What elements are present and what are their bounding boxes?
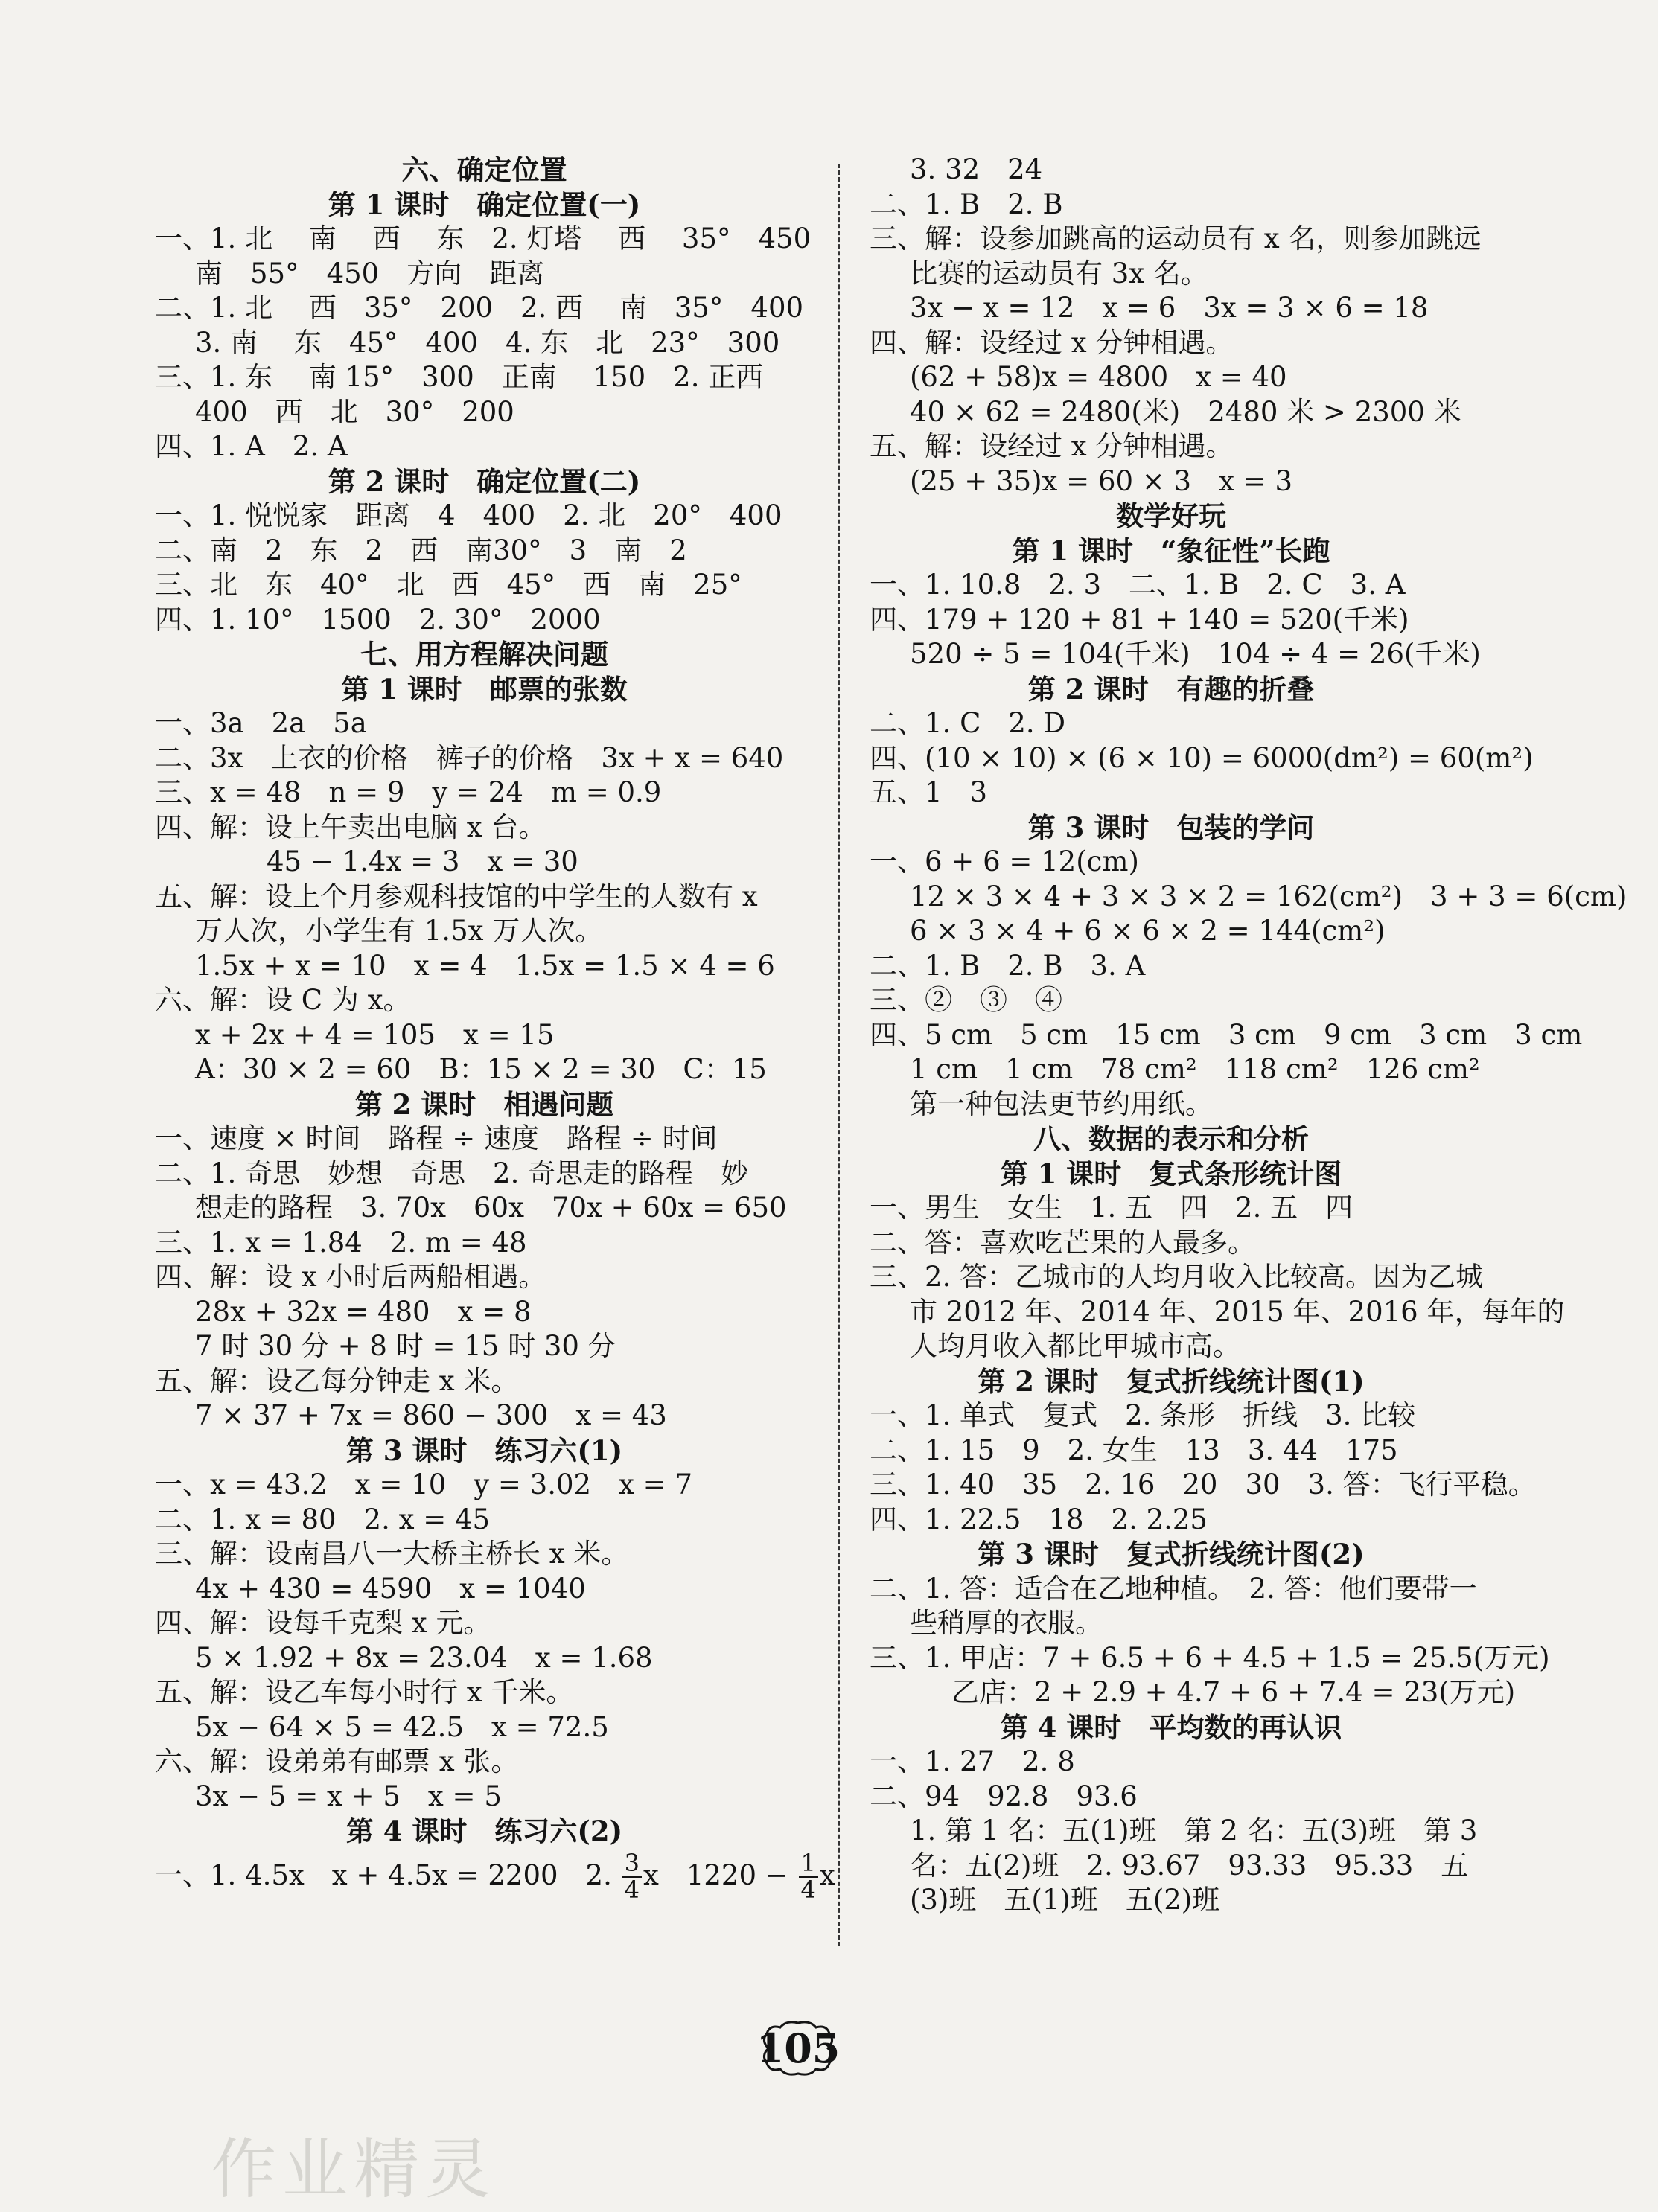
answer-line: 一、1. 北 南 西 东 2. 灯塔 西 35° 450: [155, 223, 812, 255]
answer-line-with-fractions: [155, 1849, 835, 1904]
answer-line: 四、1. A 2. A: [155, 430, 348, 462]
answer-line: 四、解：设上午卖出电脑 x 台。: [155, 811, 546, 843]
answer-line: 想走的路程 3. 70x 60x 70x + 60x = 650: [195, 1192, 787, 1224]
answer-line: 6 × 3 × 4 + 6 × 6 × 2 = 144(cm²): [910, 915, 1386, 947]
answer-line: 二、1. x = 80 2. x = 45: [155, 1503, 491, 1535]
answer-line: 三、2. 答：乙城市的人均月收入比较高。因为乙城: [870, 1261, 1484, 1293]
answer-line: 12 × 3 × 4 + 3 × 3 × 2 = 162(cm²) 3 + 3 = 6(cm): [910, 880, 1627, 912]
fraction-denominator: 4: [624, 1876, 640, 1904]
answer-line: 3x − 5 = x + 5 x = 5: [195, 1780, 502, 1812]
answer-line: 些稍厚的衣服。: [910, 1607, 1103, 1639]
answer-line: 一、3a 2a 5a: [155, 707, 367, 739]
answer-line: 二、1. C 2. D: [870, 707, 1066, 739]
answer-line: 二、1. 答：适合在乙地种植。 2. 答：他们要带一: [870, 1572, 1477, 1605]
fraction-denominator: 4: [800, 1876, 816, 1904]
answer-line: 六、解：设弟弟有邮票 x 张。: [155, 1745, 519, 1777]
answer-line: 3x − x = 12 x = 6 3x = 3 × 6 = 18: [910, 292, 1429, 324]
answer-line: 三、x = 48 n = 9 y = 24 m = 0.9: [155, 776, 662, 808]
answer-line: (62 + 58)x = 4800 x = 40: [910, 361, 1287, 393]
answer-line: 三、1. 40 35 2. 16 20 30 3. 答：飞行平稳。: [870, 1468, 1536, 1500]
answer-line: 1 cm 1 cm 78 cm² 118 cm² 126 cm²: [910, 1053, 1480, 1085]
answer-line: 一、1. 单式 复式 2. 条形 折线 3. 比较: [870, 1399, 1416, 1431]
section-heading: 八、数据的表示和分析: [1033, 1122, 1309, 1155]
answer-line: 520 ÷ 5 = 104(千米) 104 ÷ 4 = 26(千米): [910, 638, 1481, 670]
answer-line: 一、1. 悦悦家 距离 4 400 2. 北 20° 400: [155, 499, 782, 531]
answer-line: 二、1. B 2. B 3. A: [870, 949, 1146, 982]
answer-line: 名：五(2)班 2. 93.67 93.33 95.33 五: [910, 1849, 1469, 1882]
section-heading: 第 3 课时 包装的学问: [1027, 811, 1315, 844]
answer-line: 万人次，小学生有 1.5x 万人次。: [195, 915, 603, 947]
section-heading: 第 4 课时 练习六(2): [345, 1815, 623, 1847]
answer-line: 二、3x 上衣的价格 裤子的价格 3x + x = 640: [155, 741, 784, 774]
answer-line: 7 × 37 + 7x = 860 − 300 x = 43: [195, 1399, 667, 1431]
section-heading: 七、用方程解决问题: [360, 638, 608, 671]
section-heading: 第 2 课时 有趣的折叠: [1027, 672, 1315, 706]
answer-line: 二、1. 15 9 2. 女生 13 3. 44 175: [870, 1433, 1398, 1466]
answer-line: 1.5x + x = 10 x = 4 1.5x = 1.5 × 4 = 6: [195, 949, 775, 982]
answer-line: 四、5 cm 5 cm 15 cm 3 cm 9 cm 3 cm 3 cm: [870, 1018, 1583, 1051]
answer-line: 3. 32 24: [910, 153, 1043, 185]
answer-line: 三、1. 东 南 15° 300 正南 150 2. 正西: [155, 361, 764, 393]
answer-line: 二、1. 北 西 35° 200 2. 西 南 35° 400: [155, 292, 804, 324]
watermark: 作业精灵: [211, 2131, 497, 2208]
section-heading: 第 1 课时 “象征性”长跑: [1012, 534, 1330, 567]
answer-line: 400 西 北 30° 200: [195, 395, 514, 428]
answer-line: 五、解：设上个月参观科技馆的中学生的人数有 x: [155, 880, 758, 912]
answer-line: 乙店：2 + 2.9 + 4.7 + 6 + 7.4 = 23(万元): [951, 1676, 1516, 1708]
answer-line: 二、1. B 2. B: [870, 188, 1063, 220]
section-heading: 数学好玩: [1116, 499, 1226, 532]
answer-line: 五、解：设乙每分钟走 x 米。: [155, 1364, 519, 1397]
answer-line: 五、解：设经过 x 分钟相遇。: [870, 430, 1234, 462]
answer-line: 5 × 1.92 + 8x = 23.04 x = 1.68: [195, 1641, 653, 1674]
section-heading: 第 2 课时 相遇问题: [354, 1087, 614, 1121]
answer-line: 一、1. 10.8 2. 3 二、1. B 2. C 3. A: [870, 569, 1406, 601]
section-heading: 第 1 课时 确定位置(一): [328, 188, 641, 221]
answer-line: 二、答：喜欢吃芒果的人最多。: [870, 1226, 1255, 1259]
answer-line: 二、南 2 东 2 西 南30° 3 南 2: [155, 534, 687, 566]
answer-line: 南 55° 450 方向 距离: [195, 257, 545, 290]
answer-line: 一、x = 43.2 x = 10 y = 3.02 x = 7: [155, 1468, 692, 1500]
answer-line: 三、1. x = 1.84 2. m = 48: [155, 1226, 527, 1259]
answer-line: 四、解：设每千克梨 x 元。: [155, 1607, 491, 1639]
answer-line: 4x + 430 = 4590 x = 1040: [195, 1572, 586, 1605]
fraction-line-prefix: 一、1. 4.5x x + 4.5x = 2200 2.: [155, 1858, 621, 1891]
fraction-numerator: 1: [799, 1851, 818, 1878]
answer-line: 45 − 1.4x = 3 x = 30: [267, 846, 578, 878]
page-number: [753, 2018, 843, 2078]
answer-line: 人均月收入都比甲城市高。: [910, 1330, 1240, 1362]
answer-line: 四、(10 × 10) × (6 × 10) = 6000(dm²) = 60(m²): [870, 741, 1534, 774]
answer-line: 四、179 + 120 + 81 + 140 = 520(千米): [870, 603, 1409, 636]
answer-line: 第一种包法更节约用纸。: [910, 1087, 1213, 1120]
section-heading: 六、确定位置: [401, 153, 567, 186]
fraction: [622, 1851, 642, 1902]
answer-line: 三、解：设南昌八一大桥主桥长 x 米。: [155, 1538, 629, 1570]
answer-line: 四、解：设 x 小时后两船相遇。: [155, 1261, 546, 1293]
answer-line: 28x + 32x = 480 x = 8: [195, 1295, 532, 1328]
answer-line: 1. 第 1 名：五(1)班 第 2 名：五(3)班 第 3: [910, 1815, 1478, 1847]
fraction-line-suffix: x: [819, 1858, 835, 1891]
fraction-line-middle: x 1220 −: [643, 1858, 797, 1891]
answer-line: 二、94 92.8 93.6: [870, 1780, 1138, 1812]
section-heading: 第 3 课时 练习六(1): [345, 1433, 623, 1467]
answer-line: 五、解：设乙车每小时行 x 千米。: [155, 1676, 574, 1708]
answer-line: 五、1 3: [870, 776, 988, 808]
answer-line: 四、1. 22.5 18 2. 2.25: [870, 1503, 1208, 1535]
section-heading: 第 2 课时 复式折线统计图(1): [978, 1364, 1365, 1398]
column-divider: [838, 164, 840, 1946]
fraction: [799, 1851, 818, 1902]
answer-line: 一、速度 × 时间 路程 ÷ 速度 路程 ÷ 时间: [155, 1122, 718, 1154]
answer-line: 一、男生 女生 1. 五 四 2. 五 四: [870, 1192, 1353, 1224]
section-heading: 第 2 课时 确定位置(二): [328, 464, 641, 498]
page-number-text: 105: [756, 2024, 841, 2072]
answer-line: 三、1. 甲店：7 + 6.5 + 6 + 4.5 + 1.5 = 25.5(万元): [870, 1641, 1550, 1674]
answer-line: x + 2x + 4 = 105 x = 15: [195, 1018, 555, 1051]
answer-line: 比赛的运动员有 3x 名。: [910, 257, 1208, 290]
answer-line: A：30 × 2 = 60 B：15 × 2 = 30 C：15: [195, 1053, 767, 1085]
answer-line: 三、② ③ ④: [870, 984, 1062, 1016]
answer-line: 5x − 64 × 5 = 42.5 x = 72.5: [195, 1710, 609, 1743]
section-heading: 第 4 课时 平均数的再认识: [1000, 1710, 1342, 1744]
answer-line: 一、6 + 6 = 12(cm): [870, 846, 1139, 878]
answer-line: 四、1. 10° 1500 2. 30° 2000: [155, 603, 601, 636]
answer-line: 40 × 62 = 2480(米) 2480 米 > 2300 米: [910, 395, 1461, 428]
answer-line: 三、解：设参加跳高的运动员有 x 名，则参加跳远: [870, 223, 1482, 255]
answer-line: (25 + 35)x = 60 × 3 x = 3: [910, 464, 1293, 497]
answer-line: 7 时 30 分 + 8 时 = 15 时 30 分: [195, 1330, 616, 1362]
section-heading: 第 1 课时 邮票的张数: [341, 672, 628, 706]
answer-line: 3. 南 东 45° 400 4. 东 北 23° 300: [195, 326, 780, 359]
answer-line: (3)班 五(1)班 五(2)班: [910, 1884, 1220, 1916]
fraction-numerator: 3: [622, 1851, 642, 1878]
answer-line: 二、1. 奇思 妙想 奇思 2. 奇思走的路程 妙: [155, 1157, 749, 1189]
answer-line: 六、解：设 C 为 x。: [155, 984, 411, 1016]
answer-line: 一、1. 27 2. 8: [870, 1745, 1075, 1777]
right-column: [870, 153, 1627, 1918]
answer-line: 四、解：设经过 x 分钟相遇。: [870, 326, 1234, 359]
section-heading: 第 3 课时 复式折线统计图(2): [978, 1538, 1365, 1570]
answer-line: 市 2012 年、2014 年、2015 年、2016 年，每年的: [910, 1295, 1565, 1328]
section-heading: 第 1 课时 复式条形统计图: [1000, 1157, 1342, 1190]
left-column: [155, 153, 835, 1904]
answer-line: 三、北 东 40° 北 西 45° 西 南 25°: [155, 569, 742, 601]
